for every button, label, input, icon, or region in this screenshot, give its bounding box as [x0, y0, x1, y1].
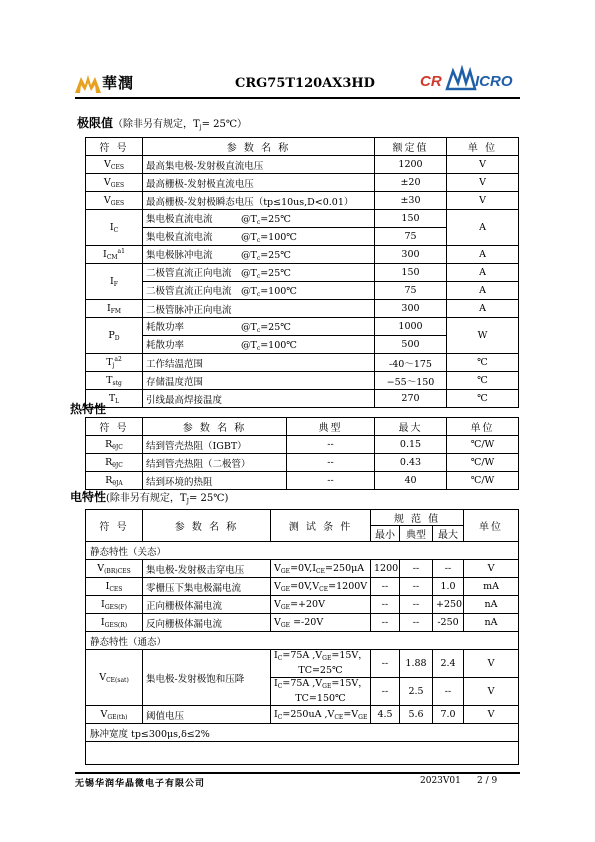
column-header: 参 数 名 称 [143, 510, 271, 542]
max-cell: -- [433, 678, 464, 706]
rating-value-cell: 270 [375, 390, 447, 408]
table-row [86, 318, 519, 336]
table-row [86, 706, 519, 724]
max-cell: +250 [433, 596, 464, 614]
max-ratings-table [85, 137, 519, 408]
rating-value-cell: 300 [375, 246, 447, 264]
rating-value-cell: 1200 [375, 156, 447, 174]
min-cell: -- [371, 678, 400, 706]
parameter-name-cell: 最高栅极-发射极直流电压 [143, 174, 375, 192]
column-header: 单位 [464, 510, 519, 542]
unit-cell: ℃/W [447, 454, 519, 472]
header-left-logo [75, 67, 135, 95]
column-header: 典型 [400, 526, 433, 542]
parameter-name-cell: 二极管脉冲正向电流 [143, 300, 375, 318]
unit-cell: V [464, 678, 519, 706]
test-condition-cell: $I_C=250uA$ $,V_{CE}=V_{GE}$ [271, 706, 371, 724]
unit-cell: ℃ [447, 390, 519, 408]
typ-cell: 5.6 [400, 706, 433, 724]
unit-cell: A [447, 300, 519, 318]
pulse-note-row: 脉冲宽度 tp≤300μs,δ≤2% [86, 724, 519, 742]
thermal-table [85, 417, 519, 490]
blank-row [86, 742, 519, 765]
unit-cell: A [447, 282, 519, 300]
symbol-cell: $I_F$ [86, 264, 143, 300]
column-header: 额定值 [375, 138, 447, 156]
rating-value-cell: −55～150 [375, 372, 447, 390]
unit-cell: A [447, 210, 519, 246]
electrical-title: 电特性(除非另有规定，$T_J=$ 25℃) [70, 490, 229, 505]
section-row-static-off: 静态特性（关态） [86, 542, 519, 560]
unit-cell: ℃ [447, 372, 519, 390]
crmicro-logo-icon [417, 65, 522, 95]
typ-cell: -- [400, 614, 433, 632]
symbol-cell: $V_{GE(th)}$ [86, 706, 143, 724]
table-row [86, 454, 519, 472]
max-cell: -- [433, 560, 464, 578]
table-row [86, 174, 519, 192]
unit-cell: A [447, 246, 519, 264]
parameter-name-cell: 反向栅极体漏电流 [143, 614, 271, 632]
table-row [86, 156, 519, 174]
rating-value-cell: 1000 [375, 318, 447, 336]
column-header: 参 数 名 称 [143, 418, 287, 436]
footer-company: 无锡华润华晶微电子有限公司 [75, 779, 206, 789]
footer-page-number: 2 / 9 [477, 776, 498, 786]
column-header: 参 数 名 称 [143, 138, 375, 156]
parameter-name-cell: 结到管壳热阻（IGBT） [143, 436, 287, 454]
max-cell: 1.0 [433, 578, 464, 596]
table-row [86, 192, 519, 210]
column-header: 最小 [371, 526, 400, 542]
unit-cell: V [464, 706, 519, 724]
rating-value-cell: 75 [375, 282, 447, 300]
rating-value-cell: 500 [375, 336, 447, 354]
column-header: 规 范 值 [371, 510, 464, 526]
table-row [86, 436, 519, 454]
column-header: 最大 [375, 418, 447, 436]
parameter-name-cell: 工作结温范围 [143, 354, 375, 372]
footer-version: 2023V01 [420, 776, 461, 786]
symbol-cell: $I_C$ [86, 210, 143, 246]
parameter-name-cell: 最高栅极-发射极瞬态电压（tp≤10us,D<0.01） [143, 192, 375, 210]
symbol-cell: $V_{GES}$ [86, 192, 143, 210]
brand-name-cn: 華潤 [102, 74, 135, 92]
table-row [86, 264, 519, 282]
table-row [86, 354, 519, 372]
unit-cell: V [447, 174, 519, 192]
table-row [86, 596, 519, 614]
typ-cell: -- [400, 560, 433, 578]
parameter-name-cell: 零栅压下集电极漏电流 [143, 578, 271, 596]
rating-value-cell: ±30 [375, 192, 447, 210]
column-header: 符 号 [86, 418, 143, 436]
symbol-cell: $I_{CM}^{a1}$ [86, 246, 143, 264]
parameter-name-cell: 集电极脉冲电流 $@T_c=25℃$ [143, 246, 375, 264]
typical-cell: -- [287, 436, 375, 454]
test-condition-cell: $V_{GE}=0V,V_{CE}=1200V$ [271, 578, 371, 596]
parameter-name-cell: 集电极-发射极饱和压降 [143, 650, 271, 706]
parameter-name-cell: 集电极-发射极击穿电压 [143, 560, 271, 578]
header-divider [75, 97, 520, 99]
unit-cell: ℃/W [447, 436, 519, 454]
column-header: 最大 [433, 526, 464, 542]
min-cell: 1200 [371, 560, 400, 578]
unit-cell: ℃ [447, 354, 519, 372]
parameter-name-cell: 结到管壳热阻（二极管） [143, 454, 287, 472]
symbol-cell: $I_{CES}$ [86, 578, 143, 596]
unit-cell: V [464, 650, 519, 678]
electrical-table [85, 509, 519, 765]
table-row [86, 560, 519, 578]
rating-value-cell: 150 [375, 210, 447, 228]
table-row [86, 300, 519, 318]
parameter-name-cell: 耗散功率 $@T_c=25℃$ [143, 318, 375, 336]
min-cell: -- [371, 578, 400, 596]
symbol-cell: $P_D$ [86, 318, 143, 354]
typ-cell: -- [400, 578, 433, 596]
table-row [86, 372, 519, 390]
test-condition-cell: $V_{GE}=0V,I_{CE}=250\mu A$ [271, 560, 371, 578]
parameter-name-cell: 耗散功率 $@T_c=100℃$ [143, 336, 375, 354]
parameter-name-cell: 二极管直流正向电流 $@T_c=25℃$ [143, 264, 375, 282]
max-ratings-title: 极限值（除非另有规定，$T_j=$ 25℃） [77, 116, 248, 131]
min-cell: -- [371, 614, 400, 632]
table-row [86, 614, 519, 632]
section-row-static-on: 静态特性（通态） [86, 632, 519, 650]
footer-divider [75, 772, 520, 774]
symbol-cell: $V_{CES}$ [86, 156, 143, 174]
test-condition-cell: $I_C=75A$ $,V_{GE}=15V$， TC=25℃ [271, 650, 371, 678]
rating-value-cell: ±20 [375, 174, 447, 192]
test-condition-cell: $I_C=75A$ $,V_{GE}=15V$， TC=150℃ [271, 678, 371, 706]
unit-cell: V [464, 560, 519, 578]
table-row [86, 578, 519, 596]
parameter-name-cell: 正向栅极体漏电流 [143, 596, 271, 614]
max-cell: 0.43 [375, 454, 447, 472]
table-header-row [86, 510, 519, 526]
max-cell: 0.15 [375, 436, 447, 454]
typ-cell: 2.5 [400, 678, 433, 706]
symbol-cell: $R_{\theta JC}$ [86, 436, 143, 454]
table-header-row [86, 138, 519, 156]
unit-cell: W [447, 318, 519, 354]
symbol-cell: $V_{CE(sat)}$ [86, 650, 143, 706]
svg-text:CR: CR [420, 73, 442, 90]
symbol-cell: $T_L$ [86, 390, 143, 408]
company-logo-icon [75, 73, 101, 93]
rating-value-cell: -40～175 [375, 354, 447, 372]
unit-cell: nA [464, 614, 519, 632]
unit-cell: V [447, 192, 519, 210]
unit-cell: mA [464, 578, 519, 596]
test-condition-cell: $V_{GE}=+20V$ [271, 596, 371, 614]
column-header: 典型 [287, 418, 375, 436]
parameter-name-cell: 集电极直流电流 $@T_c=25℃$ [143, 210, 375, 228]
parameter-name-cell: 二极管直流正向电流 $@T_c=100℃$ [143, 282, 375, 300]
table-row [86, 472, 519, 490]
table-row [86, 650, 519, 678]
svg-text:ICRO: ICRO [475, 73, 513, 90]
max-cell: 7.0 [433, 706, 464, 724]
document-title: CRG75T120AX3HD [235, 76, 375, 91]
min-cell: -- [371, 596, 400, 614]
header-right-logo [417, 65, 522, 95]
parameter-name-cell: 结到环境的热阻 [143, 472, 287, 490]
symbol-cell: $R_{\theta JC}$ [86, 454, 143, 472]
min-cell: 4.5 [371, 706, 400, 724]
rating-value-cell: 75 [375, 228, 447, 246]
table-row [86, 246, 519, 264]
rating-value-cell: 150 [375, 264, 447, 282]
column-header: 单位 [447, 418, 519, 436]
table-row [86, 390, 519, 408]
max-cell: 2.4 [433, 650, 464, 678]
symbol-cell: $T_j^{a2}$ [86, 354, 143, 372]
thermal-title: 热特性 [70, 402, 107, 416]
table-row [86, 282, 519, 300]
column-header: 符 号 [86, 138, 143, 156]
parameter-name-cell: 存储温度范围 [143, 372, 375, 390]
symbol-cell: $I_{FM}$ [86, 300, 143, 318]
unit-cell: A [447, 264, 519, 282]
column-header: 单 位 [447, 138, 519, 156]
parameter-name-cell: 引线最高焊接温度 [143, 390, 375, 408]
table-header-row [86, 418, 519, 436]
typical-cell: -- [287, 454, 375, 472]
unit-cell: V [447, 156, 519, 174]
symbol-cell: $I_{GES(R)}$ [86, 614, 143, 632]
symbol-cell: $I_{GES(F)}$ [86, 596, 143, 614]
max-cell: -250 [433, 614, 464, 632]
column-header: 测 试 条 件 [271, 510, 371, 542]
column-header: 符 号 [86, 510, 143, 542]
symbol-cell: $V_{GES}$ [86, 174, 143, 192]
symbol-cell: $R_{\theta JA}$ [86, 472, 143, 490]
unit-cell: ℃/W [447, 472, 519, 490]
symbol-cell: $V_{(BR)CES}$ [86, 560, 143, 578]
typ-cell: 1.88 [400, 650, 433, 678]
typical-cell: -- [287, 472, 375, 490]
max-cell: 40 [375, 472, 447, 490]
min-cell: -- [371, 650, 400, 678]
parameter-name-cell: 集电极直流电流 $@T_c=100℃$ [143, 228, 375, 246]
unit-cell: nA [464, 596, 519, 614]
test-condition-cell: $V_{GE} =-20V$ [271, 614, 371, 632]
typ-cell: -- [400, 596, 433, 614]
table-row [86, 210, 519, 228]
rating-value-cell: 300 [375, 300, 447, 318]
symbol-cell: $T_{stg}$ [86, 372, 143, 390]
parameter-name-cell: 阈值电压 [143, 706, 271, 724]
parameter-name-cell: 最高集电极-发射极直流电压 [143, 156, 375, 174]
